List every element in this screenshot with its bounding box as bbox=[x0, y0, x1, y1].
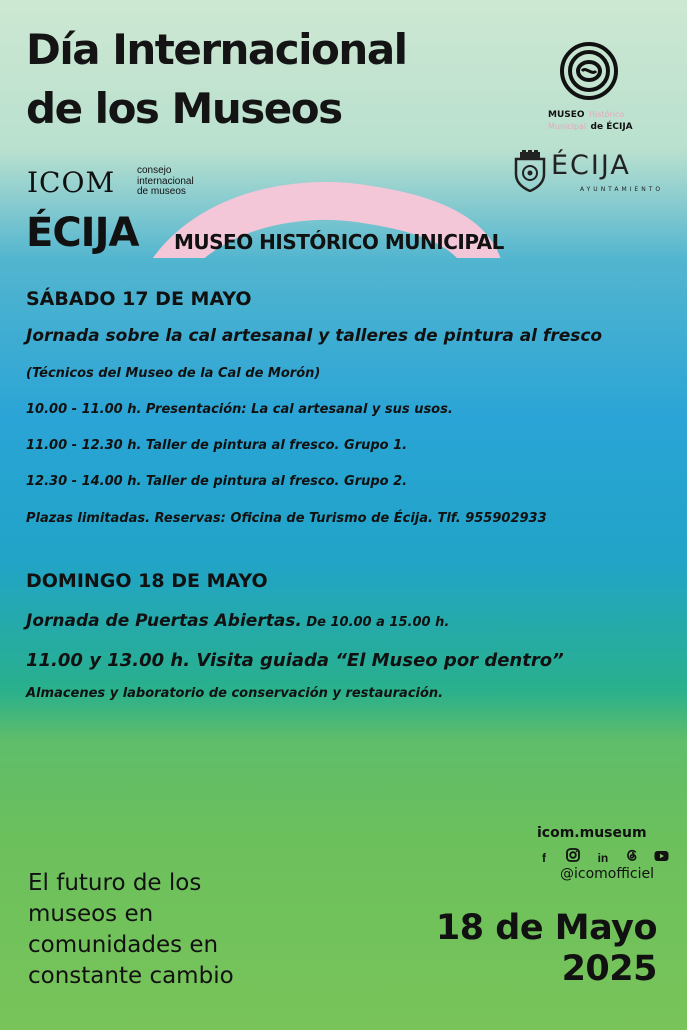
social-icons bbox=[527, 848, 670, 867]
icom-desc-line-1: consejo bbox=[137, 165, 172, 176]
instagram-icon bbox=[565, 848, 581, 862]
saturday-subtitle: (Técnicos del Museo de la Cal de Morón) bbox=[26, 366, 321, 381]
logo-municipal-text: Municipal bbox=[548, 122, 587, 131]
youtube-icon bbox=[654, 850, 670, 864]
facebook-icon: f bbox=[542, 851, 546, 865]
sunday-tour: 11.00 y 13.00 h. Visita guiada “El Museo por dentro” bbox=[26, 650, 564, 671]
ayuntamiento-sub: AYUNTAMIENTO bbox=[580, 186, 664, 193]
threads-icon bbox=[624, 848, 640, 862]
saturday-item-1: 10.00 - 11.00 h. Presentación: La cal artesanal y sus usos. bbox=[26, 402, 453, 417]
saturday-item-3: 12.30 - 14.00 h. Taller de pintura al fresco. Grupo 2. bbox=[26, 474, 408, 489]
logo-de-ecija-text: de ÉCIJA bbox=[590, 122, 633, 132]
saturday-event-title: Jornada sobre la cal artesanal y talleres de pintura al fresco bbox=[26, 326, 603, 346]
motto-line-2: museos en bbox=[28, 901, 154, 927]
sunday-open-hours: De 10.00 a 15.00 h. bbox=[306, 615, 450, 630]
sunday-tour-detail: Almacenes y laboratorio de conservación y restauración. bbox=[26, 686, 444, 701]
venue-museum-name: MUSEO HISTÓRICO MUNICIPAL bbox=[174, 230, 504, 254]
motto-line-1: El futuro de los bbox=[28, 870, 202, 896]
title-line-2: de los Museos bbox=[26, 84, 342, 133]
title-line-1: Día Internacional bbox=[26, 25, 407, 74]
saturday-note: Plazas limitadas. Reservas: Oficina de Turismo de Écija. Tlf. 955902933 bbox=[26, 511, 547, 526]
sunday-heading: DOMINGO 18 DE MAYO bbox=[26, 570, 268, 592]
icom-desc-line-2: internacional bbox=[137, 175, 194, 187]
icom-logo-description bbox=[137, 166, 194, 198]
event-date bbox=[436, 908, 657, 990]
motto-line-3: comunidades en bbox=[28, 932, 219, 958]
sunday-open-doors-line bbox=[26, 611, 449, 631]
ayuntamiento-word: ÉCIJA bbox=[551, 150, 631, 181]
event-date-line-1: 18 de Mayo bbox=[435, 908, 657, 948]
linkedin-icon: in bbox=[597, 851, 609, 865]
icom-desc-line-3: de museos bbox=[137, 186, 186, 197]
venue-city: ÉCIJA bbox=[26, 210, 139, 256]
spiral-logo-icon bbox=[556, 38, 622, 104]
website: icom.museum bbox=[537, 825, 647, 841]
event-date-line-2: 2025 bbox=[561, 949, 657, 989]
logo-historico-text: Histórico bbox=[589, 110, 625, 119]
logo-museo-text: MUSEO bbox=[548, 110, 585, 120]
sunday-open-doors: Jornada de Puertas Abiertas. bbox=[26, 611, 302, 631]
museum-logo bbox=[556, 38, 622, 104]
motto bbox=[28, 868, 234, 992]
saturday-item-2: 11.00 - 12.30 h. Taller de pintura al fresco. Grupo 1. bbox=[26, 438, 408, 453]
coat-of-arms-icon bbox=[513, 150, 547, 192]
museum-logo-municipal bbox=[548, 116, 633, 134]
saturday-heading: SÁBADO 17 DE MAYO bbox=[26, 288, 252, 310]
social-handle: @icomofficiel bbox=[560, 866, 654, 882]
motto-line-4: constante cambio bbox=[28, 963, 234, 989]
icom-logo-word: ICOM bbox=[27, 166, 116, 199]
